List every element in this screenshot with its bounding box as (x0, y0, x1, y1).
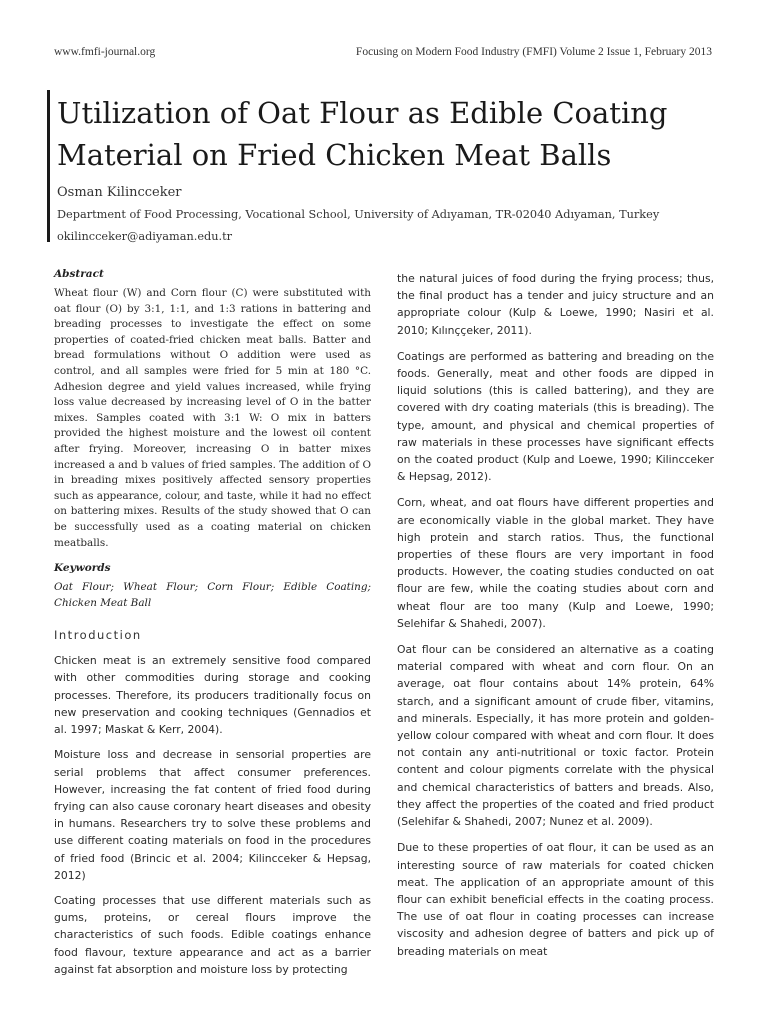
abstract-heading: Abstract (54, 268, 104, 280)
intro-paragraph: Oat flour can be considered an alternative as a coating material compared with wheat and corn flour. On an average, oat flour contains about 14% protein, 64% starch, and a significant amount of crude fiber, vitamins, and minerals. Especially, it has more protein and golden-yellow colour compared with wheat and corn flour. It does not contain any anti-nutritional or toxic factor. Protein content and colour pigments correlate with the physical and chemical characteristics of batters and breads. Also, they affect the properties of the coated and fried product (Selehifar & Shahedi, 2007; Nunez et al. 2009). (397, 643, 714, 829)
left-column (54, 268, 371, 986)
keywords-heading: Keywords (54, 562, 111, 575)
intro-paragraph: the natural juices of food during the frying process; thus, the final product has a tender and juicy structure and an appropriate colour (Kulp & Loewe, 1990; Nasiri et al. 2010; Kılınççeker, 2011). (397, 272, 714, 337)
intro-paragraph: Due to these properties of oat flour, it can be used as an interesting source of raw materials for coated chicken meat. The application of an appropriate amount of this flour can exhibit beneficial effects in the coating process. The use of oat flour in coating processes can increase viscosity and adhesion degree of batters and pick up of breading materials on meat (397, 841, 714, 958)
intro-paragraph: Chicken meat is an extremely sensitive food compared with other commodities during storage and cooking processes. Therefore, its producers traditionally focus on new preservation and cooking techniques (Gennadios et al. 1997; Maskat & Kerr, 2004). (54, 654, 371, 737)
journal-website[interactable]: www.fmfi-journal.org (54, 46, 156, 58)
intro-paragraph: Coatings are performed as battering and breading on the foods. Generally, meat and other foods are dipped in liquid solutions (this is called battering), and they are covered with dry coating materials (this is breading). The type, amount, and physical and chemical properties of raw materials in these processes have significant effects on the coated product (Kulp and Loewe, 1990; Kilincceker & Hepsag, 2012). (397, 349, 714, 484)
intro-paragraph: Corn, wheat, and oat flours have different properties and are economically viable in the global market. They have high protein and starch ratios. Thus, the functional properties of these flours are very important in food products. However, the coating studies conducted on oat flour are few, while the coating studies about corn and wheat flour are too many (Kulp and Loewe, 1990; Selehifar & Shahedi, 2007). (397, 496, 714, 630)
right-column (397, 270, 714, 969)
journal-issue-info: Focusing on Modern Food Industry (FMFI) Volume 2 Issue 1, February 2013 (355, 46, 712, 58)
introduction-heading: Introduction (54, 628, 142, 643)
article-title: Utilization of Oat Flour as Edible Coating Material on Fried Chicken Meat Balls (57, 96, 668, 172)
author-affiliation: Department of Food Processing, Vocational School, University of Adıyaman, TR-02040 Adıyaman, Turkey (57, 208, 660, 221)
abstract-text: Wheat flour (W) and Corn flour (C) were substituted with oat flour (O) by 3:1, 1:1, and 1:3 rations in battering and breading processes to investigate the effect on some properties of coated-fried chicken meat balls. Batter and bread formulations without O addition were used as control, and all samples were fried for 5 min at 180 °C. Adhesion degree and yield values increased, while frying loss value decreased by increasing level of O in the batter mixes. Samples coated with 3:1 W: O mix in batters provided the highest moisture and the lowest oil content after frying. Moreover, increasing O in batter mixes increased a and b values of fried samples. The addition of O in breading mixes positively affected sensory properties such as appearance, colour, and taste, while it had no effect on battering mixes. Results of the study showed that O can be successfully used as a coating material on chicken meatballs. (54, 287, 371, 549)
intro-paragraph: Coating processes that use different materials such as gums, proteins, or cereal flours improve the characteristics of such foods. Edible coatings enhance food flavour, texture appearance and act as a barrier against fat absorption and moisture loss by protecting (54, 893, 371, 976)
keywords-text: Oat Flour; Wheat Flour; Corn Flour; Edible Coating; Chicken Meat Ball (54, 581, 371, 609)
author-email[interactable]: okilincceker@adiyaman.edu.tr (57, 230, 233, 243)
title-accent-rule (47, 90, 50, 242)
author-name: Osman Kilincceker (57, 185, 182, 200)
intro-paragraph: Moisture loss and decrease in sensorial properties are serial problems that affect consumer preferences. However, increasing the fat content of fried food during frying can also cause coronary heart diseases and obesity in humans. Researchers try to solve these problems and use different coating materials on food in the procedures of fried food (Brincic et al. 2004; Kilincceker & Hepsag, 2012) (54, 748, 371, 882)
